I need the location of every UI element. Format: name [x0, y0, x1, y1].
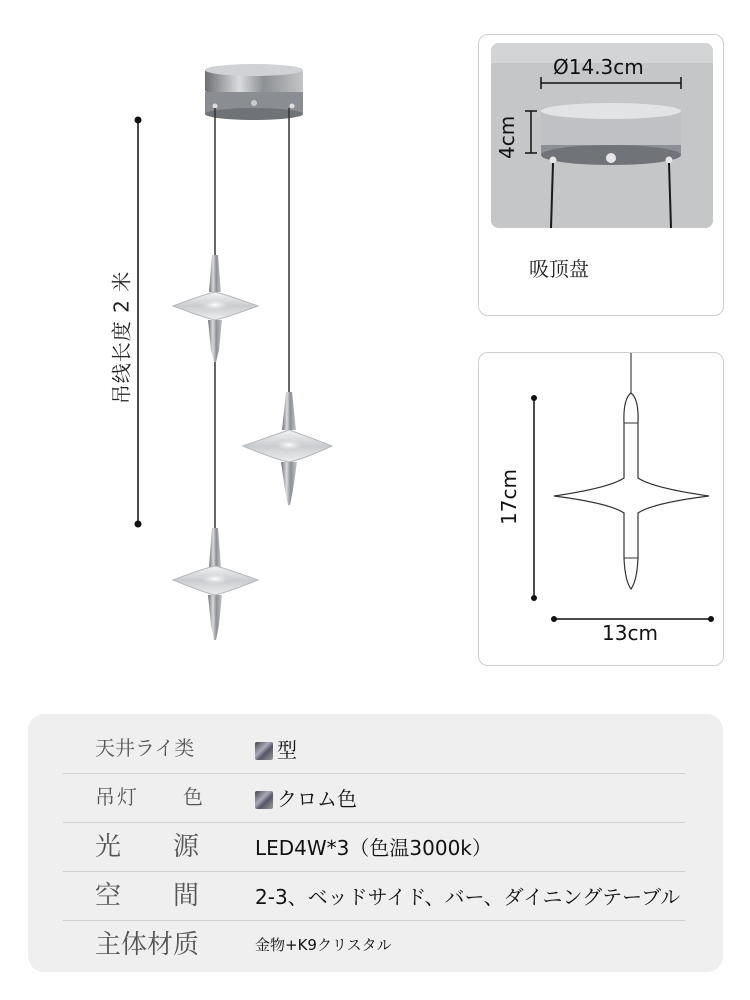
- spec-value: クロム色: [255, 783, 357, 812]
- spec-value: 2-3、ベッドサイド、バー、ダイニングテーブル: [255, 885, 681, 909]
- spec-value: 型: [255, 734, 297, 763]
- spec-label: 天井ライ类: [95, 736, 195, 760]
- image-thumb-icon: [255, 791, 273, 809]
- canopy-diameter-label: Ø14.3cm: [553, 55, 644, 79]
- star-lamp-top: [173, 255, 258, 362]
- spec-label: 空 間: [95, 881, 200, 911]
- canopy-height-label: 4cm: [495, 115, 519, 159]
- pendant-lamp-illustration: [0, 0, 470, 680]
- spec-row-space: [63, 871, 685, 921]
- spec-row-color: [63, 773, 685, 823]
- canopy-detail-card: [478, 34, 724, 316]
- spec-value: LED4W*3（色温3000k）: [255, 836, 492, 860]
- cable-length-label: [90, 255, 150, 415]
- spec-row-type: [63, 724, 685, 774]
- spec-value: 金物+K9クリスタル: [255, 936, 392, 954]
- spec-row-light-source: [63, 822, 685, 872]
- star-lamp-bottom: [173, 528, 258, 640]
- cable-length-text: 吊线长度 2 米: [109, 270, 134, 405]
- star-lamp-middle: [243, 392, 332, 505]
- lamp-width-label: 13cm: [602, 621, 658, 645]
- spec-label: 主体材质: [95, 930, 200, 960]
- spec-label: 光 源: [95, 832, 200, 862]
- spec-panel: [28, 714, 723, 972]
- spec-label: 吊灯 色: [95, 785, 205, 809]
- lamp-height-label: 17cm: [497, 469, 521, 525]
- image-thumb-icon: [255, 742, 273, 760]
- lamp-shape-card: [478, 352, 724, 666]
- canopy-caption: 吸顶盘: [529, 257, 589, 281]
- spec-row-material: [63, 920, 685, 969]
